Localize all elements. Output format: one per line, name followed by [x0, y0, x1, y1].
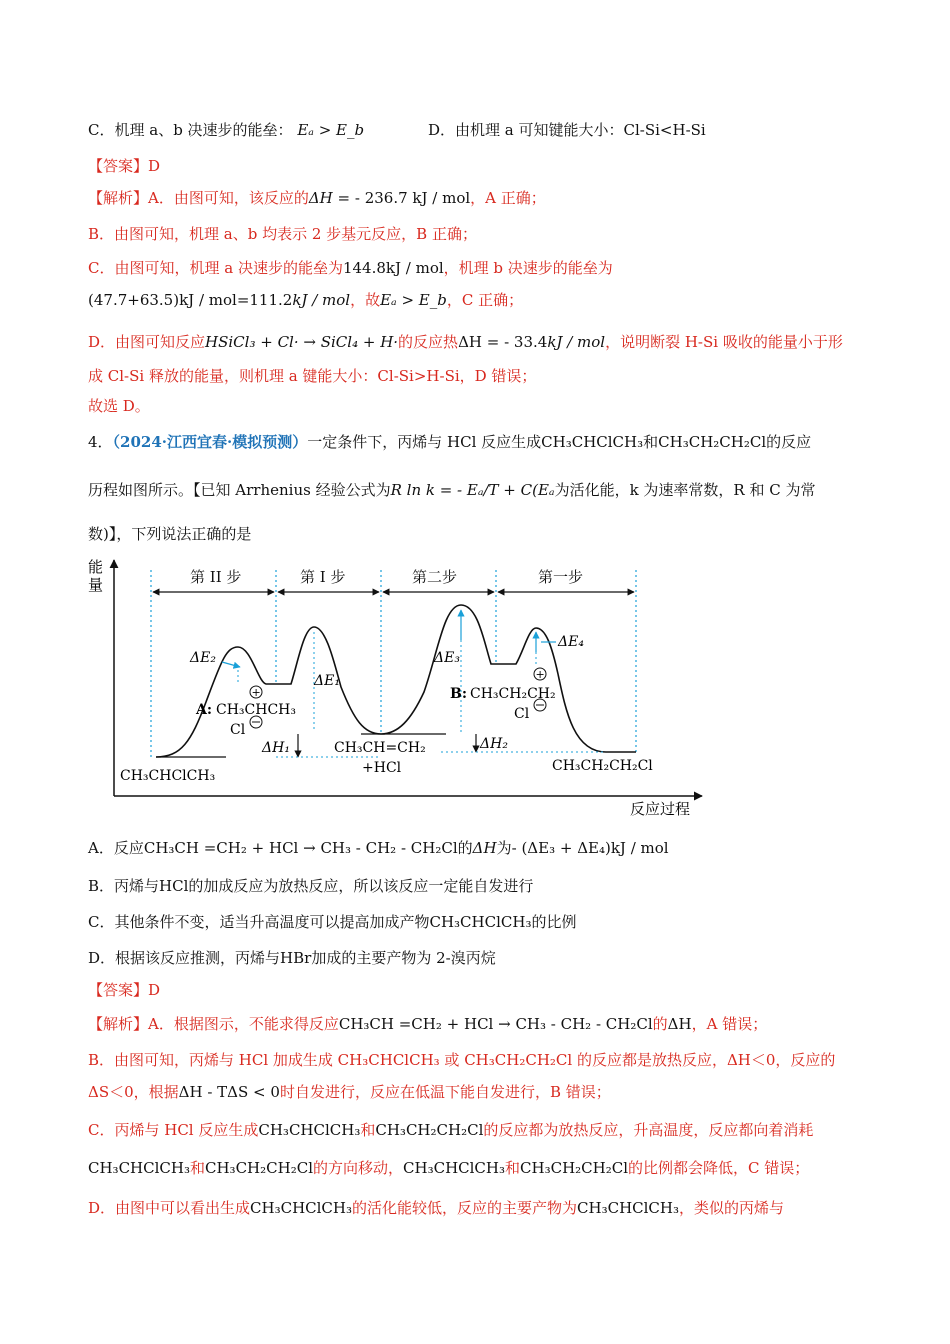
dE4-label: ΔE₄: [558, 634, 584, 650]
x-axis-label: 反应过程: [630, 800, 691, 817]
q4-explanation-c2: CH₃CHClCH₃和CH₃CH₂CH₂Cl的方向移动，CH₃CHClCH₃和CH₃CH₂CH₂Cl的比例都会降低，C 错误；: [88, 1159, 810, 1177]
step-label-2: 第二步: [412, 568, 458, 586]
q3-options-cd: [88, 120, 890, 140]
q3-explanation-c2: (47.7+63.5)kJ / mol=111.2kJ / mol，故Eₐ > E_b，C 正确；: [88, 291, 524, 309]
step-label-I: 第 I 步: [300, 568, 346, 586]
q4-explanation-b1: B．由图可知，丙烯与 HCl 加成生成 CH₃CHClCH₃ 或 CH₃CH₂CH₂Cl 的反应都是放热反应，ΔH＜0，反应的: [88, 1051, 836, 1069]
q4-option-a: A．反应CH₃CH =CH₂ + HCl → CH₃ - CH₂ - CH₂Cl的ΔH为- (ΔE₃ + ΔE₄)kJ / mol: [88, 839, 669, 857]
q4-option-c: C．其他条件不变，适当升高温度可以提高加成产物CH₃CHClCH₃的比例: [88, 913, 577, 931]
right-product: CH₃CH₂CH₂Cl: [552, 758, 653, 774]
dE3-label: ΔE₃: [434, 650, 460, 666]
B-label: B:: [450, 686, 468, 702]
option-c: C．机理 a、b 决速步的能垒：: [88, 121, 293, 139]
dH2-label: ΔH₂: [480, 736, 508, 752]
q3-explanation-d1: D．由图可知反应HSiCl₃ + Cl· → SiCl₄ + H·的反应热ΔH = - 33.4kJ / mol，说明断裂 H-Si 吸收的能量小于形: [88, 333, 843, 351]
step-label-1: 第一步: [538, 568, 584, 586]
y-axis-label-1: 能: [88, 558, 104, 576]
A-formula: CH₃CHCH₃: [216, 702, 296, 718]
q4-stem-1: 4．（2024·江西宜春·模拟预测）一定条件下，丙烯与 HCl 反应生成CH₃CHClCH₃和CH₃CH₂CH₂Cl的反应: [88, 433, 812, 451]
A-label: A:: [196, 702, 213, 718]
q4-stem-3: 数)】，下列说法正确的是: [88, 525, 252, 543]
q3-explanation-d2: 成 Cl-Si 释放的能量，则机理 a 键能大小：Cl-Si>H-Si，D 错误；: [88, 367, 537, 385]
plus-sign-B: +: [535, 668, 545, 681]
center-reactant-1: CH₃CH=CH₂: [334, 740, 426, 756]
q4-stem-2: 历程如图所示。【已知 Arrhenius 经验公式为R ln k = - Eₐ/T + C(Eₐ为活化能，k 为速率常数，R 和 C 为常: [88, 481, 816, 499]
reaction-energy-diagram: [86, 552, 716, 817]
step-label-II: 第 II 步: [190, 568, 242, 586]
left-product: CH₃CHClCH₃: [120, 768, 216, 784]
q3-explanation-b: B．由图可知，机理 a、b 均表示 2 步基元反应，B 正确；: [88, 225, 477, 243]
q4-explanation-b2: ΔS＜0，根据ΔH - TΔS < 0时自发进行，反应在低温下能自发进行，B 错误；: [88, 1083, 611, 1101]
dH1-label: ΔH₁: [262, 740, 290, 756]
plus-sign-A: +: [251, 686, 261, 699]
q4-option-d: D．根据该反应推测，丙烯与HBr加成的主要产物为 2-溴丙烷: [88, 949, 496, 967]
B-formula: CH₃CH₂CH₂: [470, 686, 556, 702]
q3-answer: 【答案】D: [88, 157, 161, 175]
dE1-label: ΔE₁: [314, 673, 340, 689]
q4-explanation-d: D．由图中可以看出生成CH₃CHClCH₃的活化能较低，反应的主要产物为CH₃CHClCH₃，类似的丙烯与: [88, 1199, 785, 1217]
ea-eb-formula: Eₐ > E_b: [297, 121, 365, 139]
option-d: D．由机理 a 可知键能大小：Cl-Si<H-Si: [428, 121, 706, 139]
q4-option-b: B．丙烯与HCl的加成反应为放热反应，所以该反应一定能自发进行: [88, 877, 534, 895]
q4-explanation-c1: C．丙烯与 HCl 反应生成CH₃CHClCH₃和CH₃CH₂CH₂Cl的反应都为放热反应，升高温度，反应都向着消耗: [88, 1121, 814, 1139]
y-axis-label-2: 量: [88, 576, 104, 594]
A-cl: Cl: [230, 722, 246, 738]
center-reactant-2: +HCl: [362, 760, 402, 776]
q3-explanation-a: 【解析】A．由图可知，该反应的ΔH = - 236.7 kJ / mol，A 正确；: [88, 189, 546, 207]
B-cl: Cl: [514, 706, 530, 722]
q3-explanation-c1: C．由图可知，机理 a 决速步的能垒为144.8kJ / mol，机理 b 决速步的能垒为: [88, 259, 613, 277]
dE2-label: ΔE₂: [190, 650, 216, 666]
q3-conclusion: 故选 D。: [88, 397, 150, 415]
q4-answer: 【答案】D: [88, 981, 161, 999]
q4-explanation-a: 【解析】A．根据图示，不能求得反应CH₃CH =CH₂ + HCl → CH₃ - CH₂ - CH₂Cl的ΔH，A 错误；: [88, 1015, 768, 1033]
